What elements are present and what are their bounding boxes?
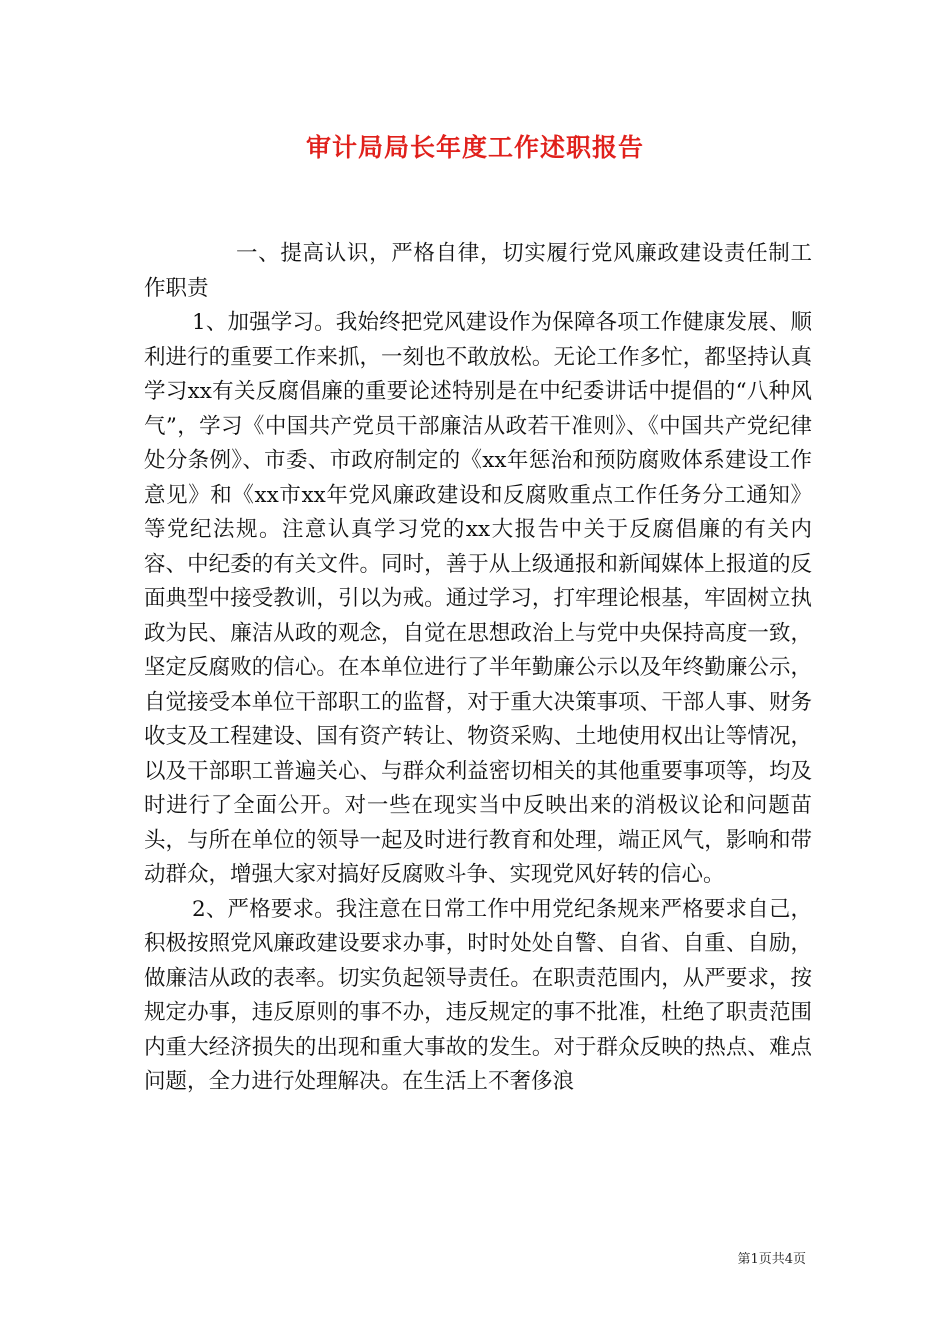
document-title: 审计局局长年度工作述职报告 — [305, 133, 644, 162]
document-body — [144, 237, 812, 1100]
page-number-footer: 第1页共4页 — [737, 1252, 806, 1267]
body-paragraph-2: 2、严格要求。我注意在日常工作中用党纪条规来严格要求自己，积极按照党风廉政建设要求办事，时时处处自警、自省、自重、自励，做廉洁从政的表率。切实负起领导责任。在职责范围内，从严要求，按规定办事，违反原则的事不办，违反规定的事不批准，杜绝了职责范围内重大经济损失的出现和重大事故的发生。对于群众反映的热点、难点问题，全力进行处理解决。在生活上不奢侈浪 — [144, 896, 812, 1094]
body-paragraph-1: 1、加强学习。我始终把党风建设作为保障各项工作健康发展、顺利进行的重要工作来抓，一刻也不敢放松。无论工作多忙，都坚持认真学习xx有关反腐倡廉的重要论述特别是在中纪委讲话中提倡的“八种风气”，学习《中国共产党员干部廉洁从政若干准则》、《中国共产党纪律处分条例》、市委、市政府制定的《xx年惩治和预防腐败体系建设工作意见》和《xx市xx年党风廉政建设和反腐败重点工作任务分工通知》等党纪法规。注意认真学习党的xx大报告中关于反腐倡廉的有关内容、中纪委的有关文件。同时，善于从上级通报和新闻媒体上报道的反面典型中接受教训，引以为戒。通过学习，打牢理论根基，牢固树立执政为民、廉洁从政的观念，自觉在思想政治上与党中央保持高度一致，坚定反腐败的信心。在本单位进行了半年勤廉公示以及年终勤廉公示，自觉接受本单位干部职工的监督，对于重大决策事项、干部人事、财务收支及工程建设、国有资产转让、物资采购、土地使用权出让等情况，以及干部职工普遍关心、与群众利益密切相关的其他重要事项等，均及时进行了全面公开。对一些在现实当中反映出来的消极议论和问题苗头，与所在单位的领导一起及时进行教育和处理，端正风气，影响和带动群众，增强大家对搞好反腐败斗争、实现党风好转的信心。 — [144, 310, 812, 887]
section-heading: 一、提高认识，严格自律，切实履行党风廉政建设责任制工作职责 — [144, 241, 812, 301]
